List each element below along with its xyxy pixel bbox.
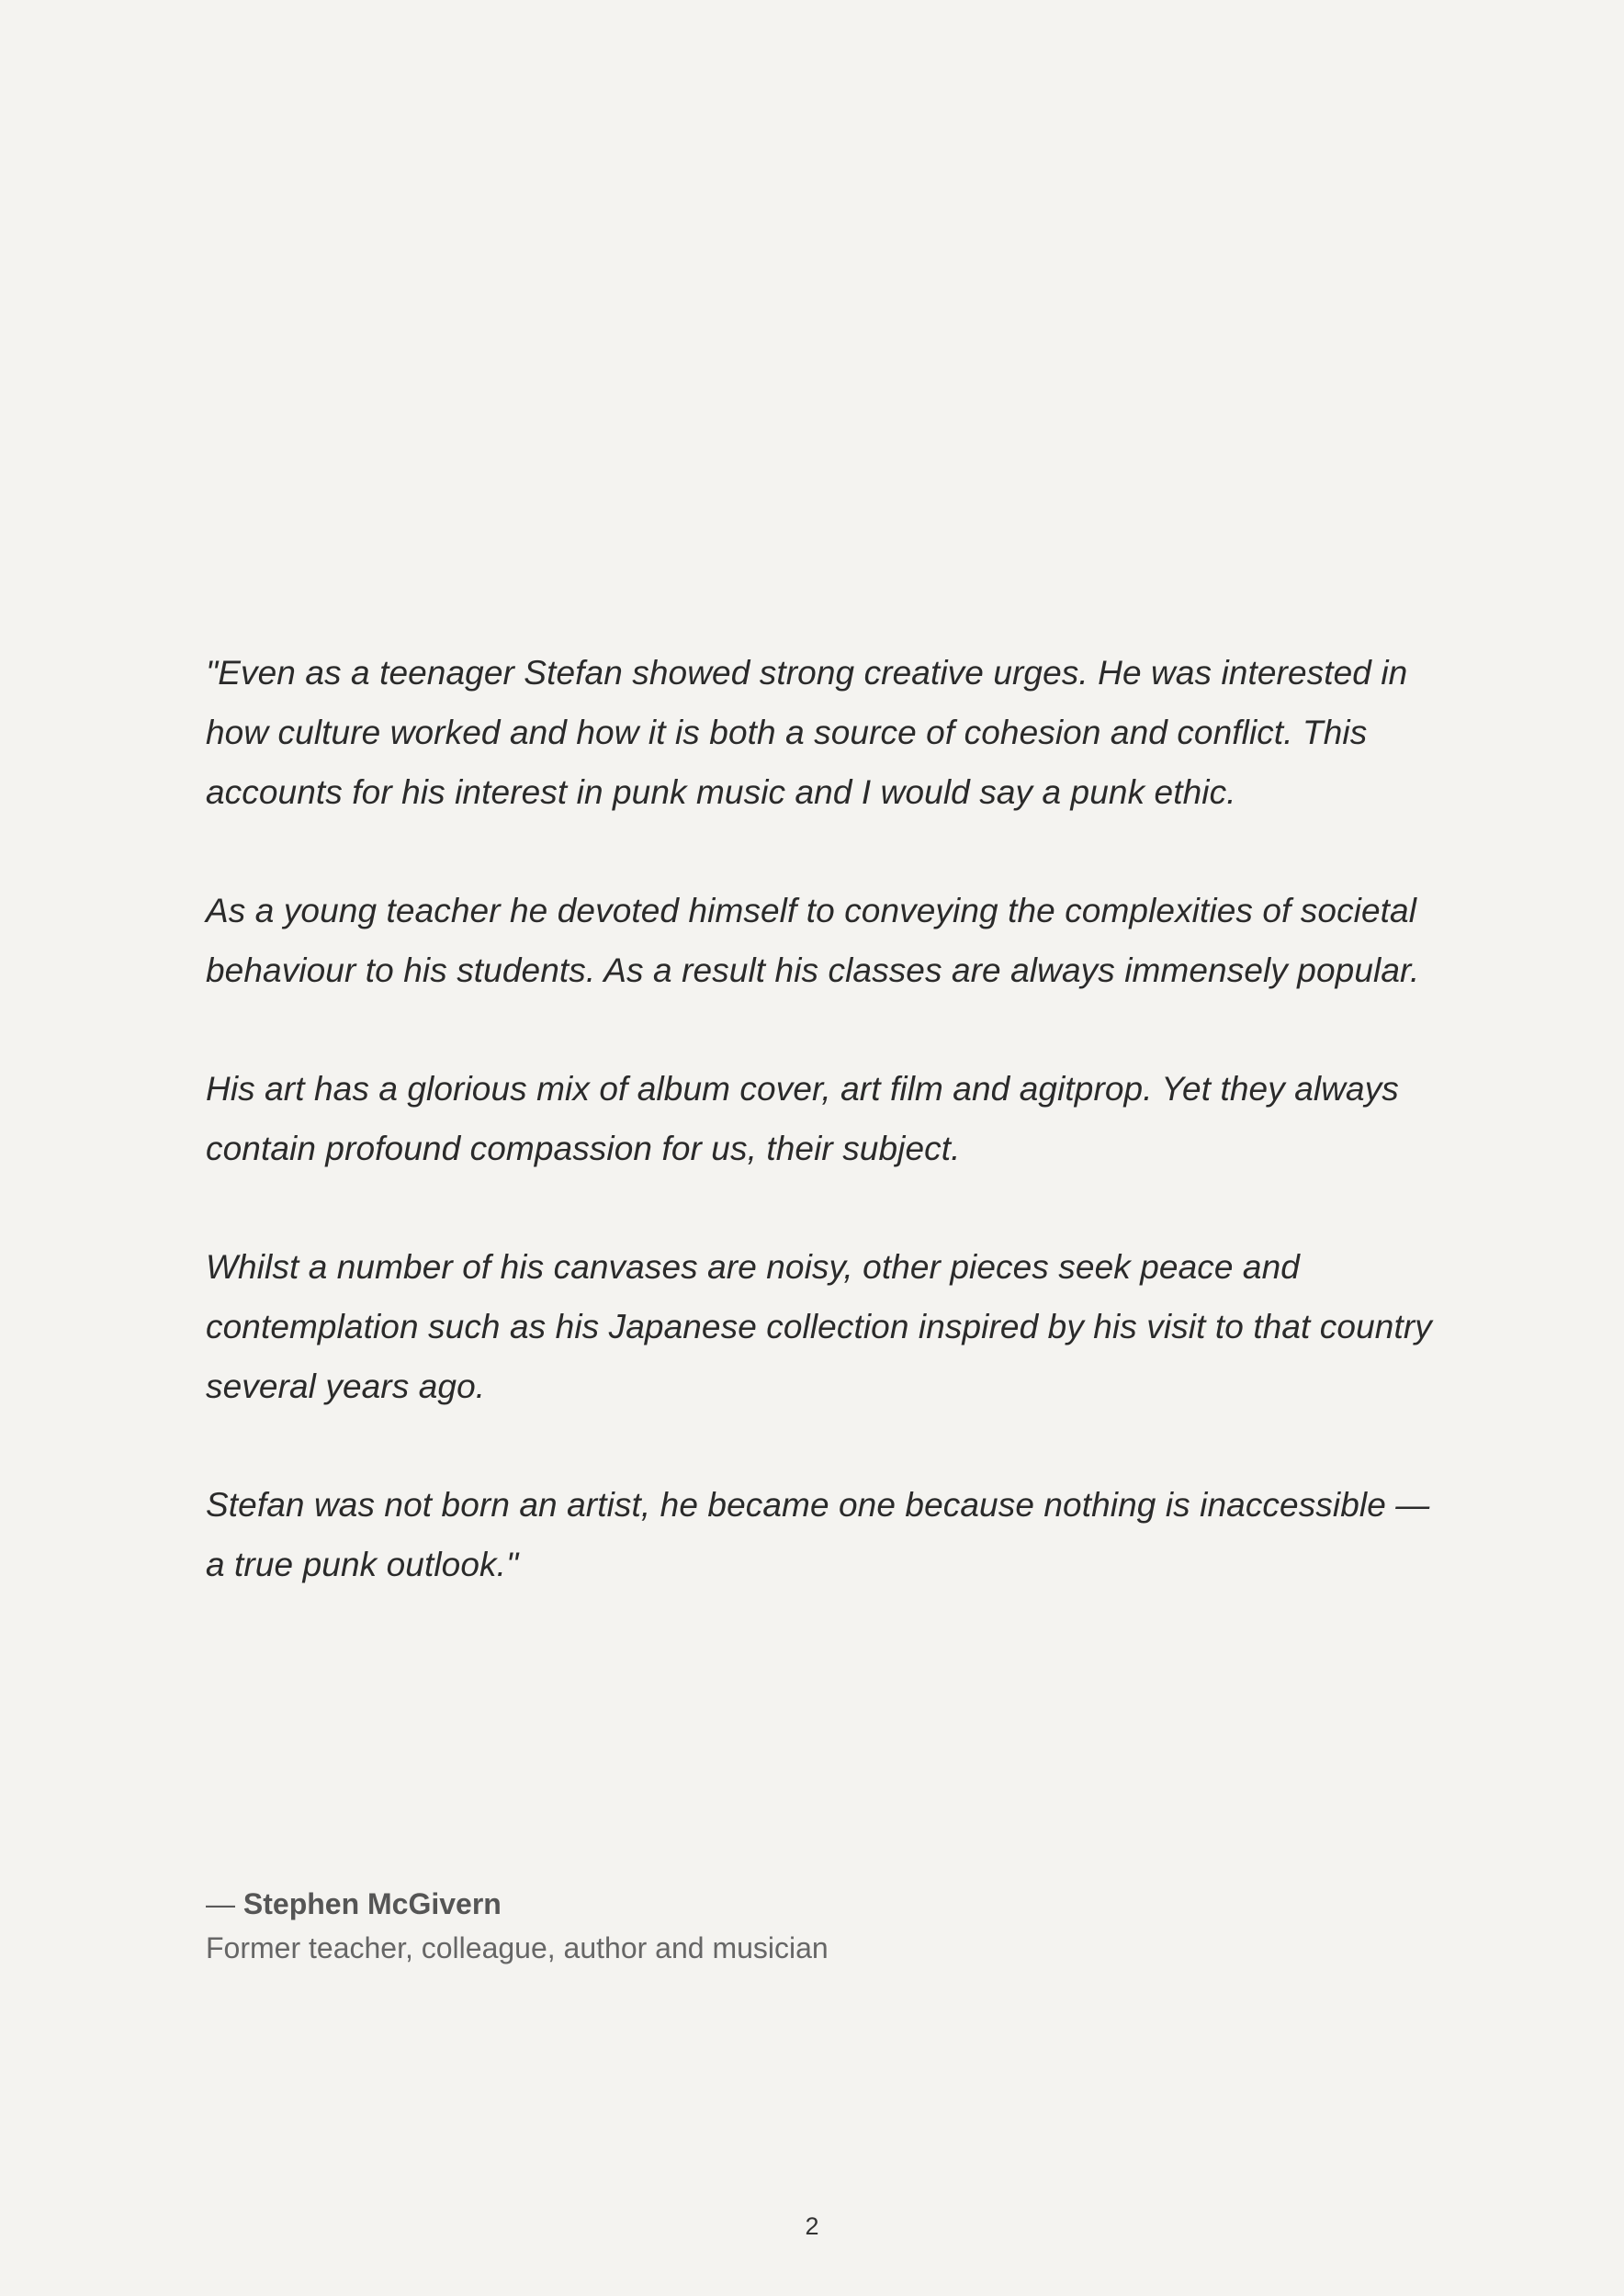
author-role: Former teacher, colleague, author and musician [206,1931,829,1964]
attribution-line [206,1883,1437,1925]
testimonial-quote [206,643,1437,1594]
quote-paragraph-5: Stefan was not born an artist, he became one because nothing is inaccessible — a true punk outlook." [206,1486,1430,1583]
quote-attribution [206,1883,1437,1971]
quote-paragraph-2: As a young teacher he devoted himself to conveying the complexities of societal behaviour to his students. As a result his classes are always immensely popular. [206,892,1420,989]
quote-paragraph-4: Whilst a number of his canvases are noisy, other pieces seek peace and contemplation such as his Japanese collection inspired by his visit to that country several years ago. [206,1248,1432,1405]
author-name: Stephen McGivern [242,1887,502,1920]
quote-paragraph-1: "Even as a teenager Stefan showed strong creative urges. He was interested in how culture worked and how it is both a source of cohesion and conflict. This accounts for his interest in punk music and I would say a punk ethic. [206,654,1408,811]
attribution-dash: — [206,1887,243,1920]
page-number: 2 [805,2212,819,2240]
quote-paragraph-3: His art has a glorious mix of album cover, art film and agitprop. Yet they always contain profound compassion for us, their subject. [206,1070,1399,1167]
